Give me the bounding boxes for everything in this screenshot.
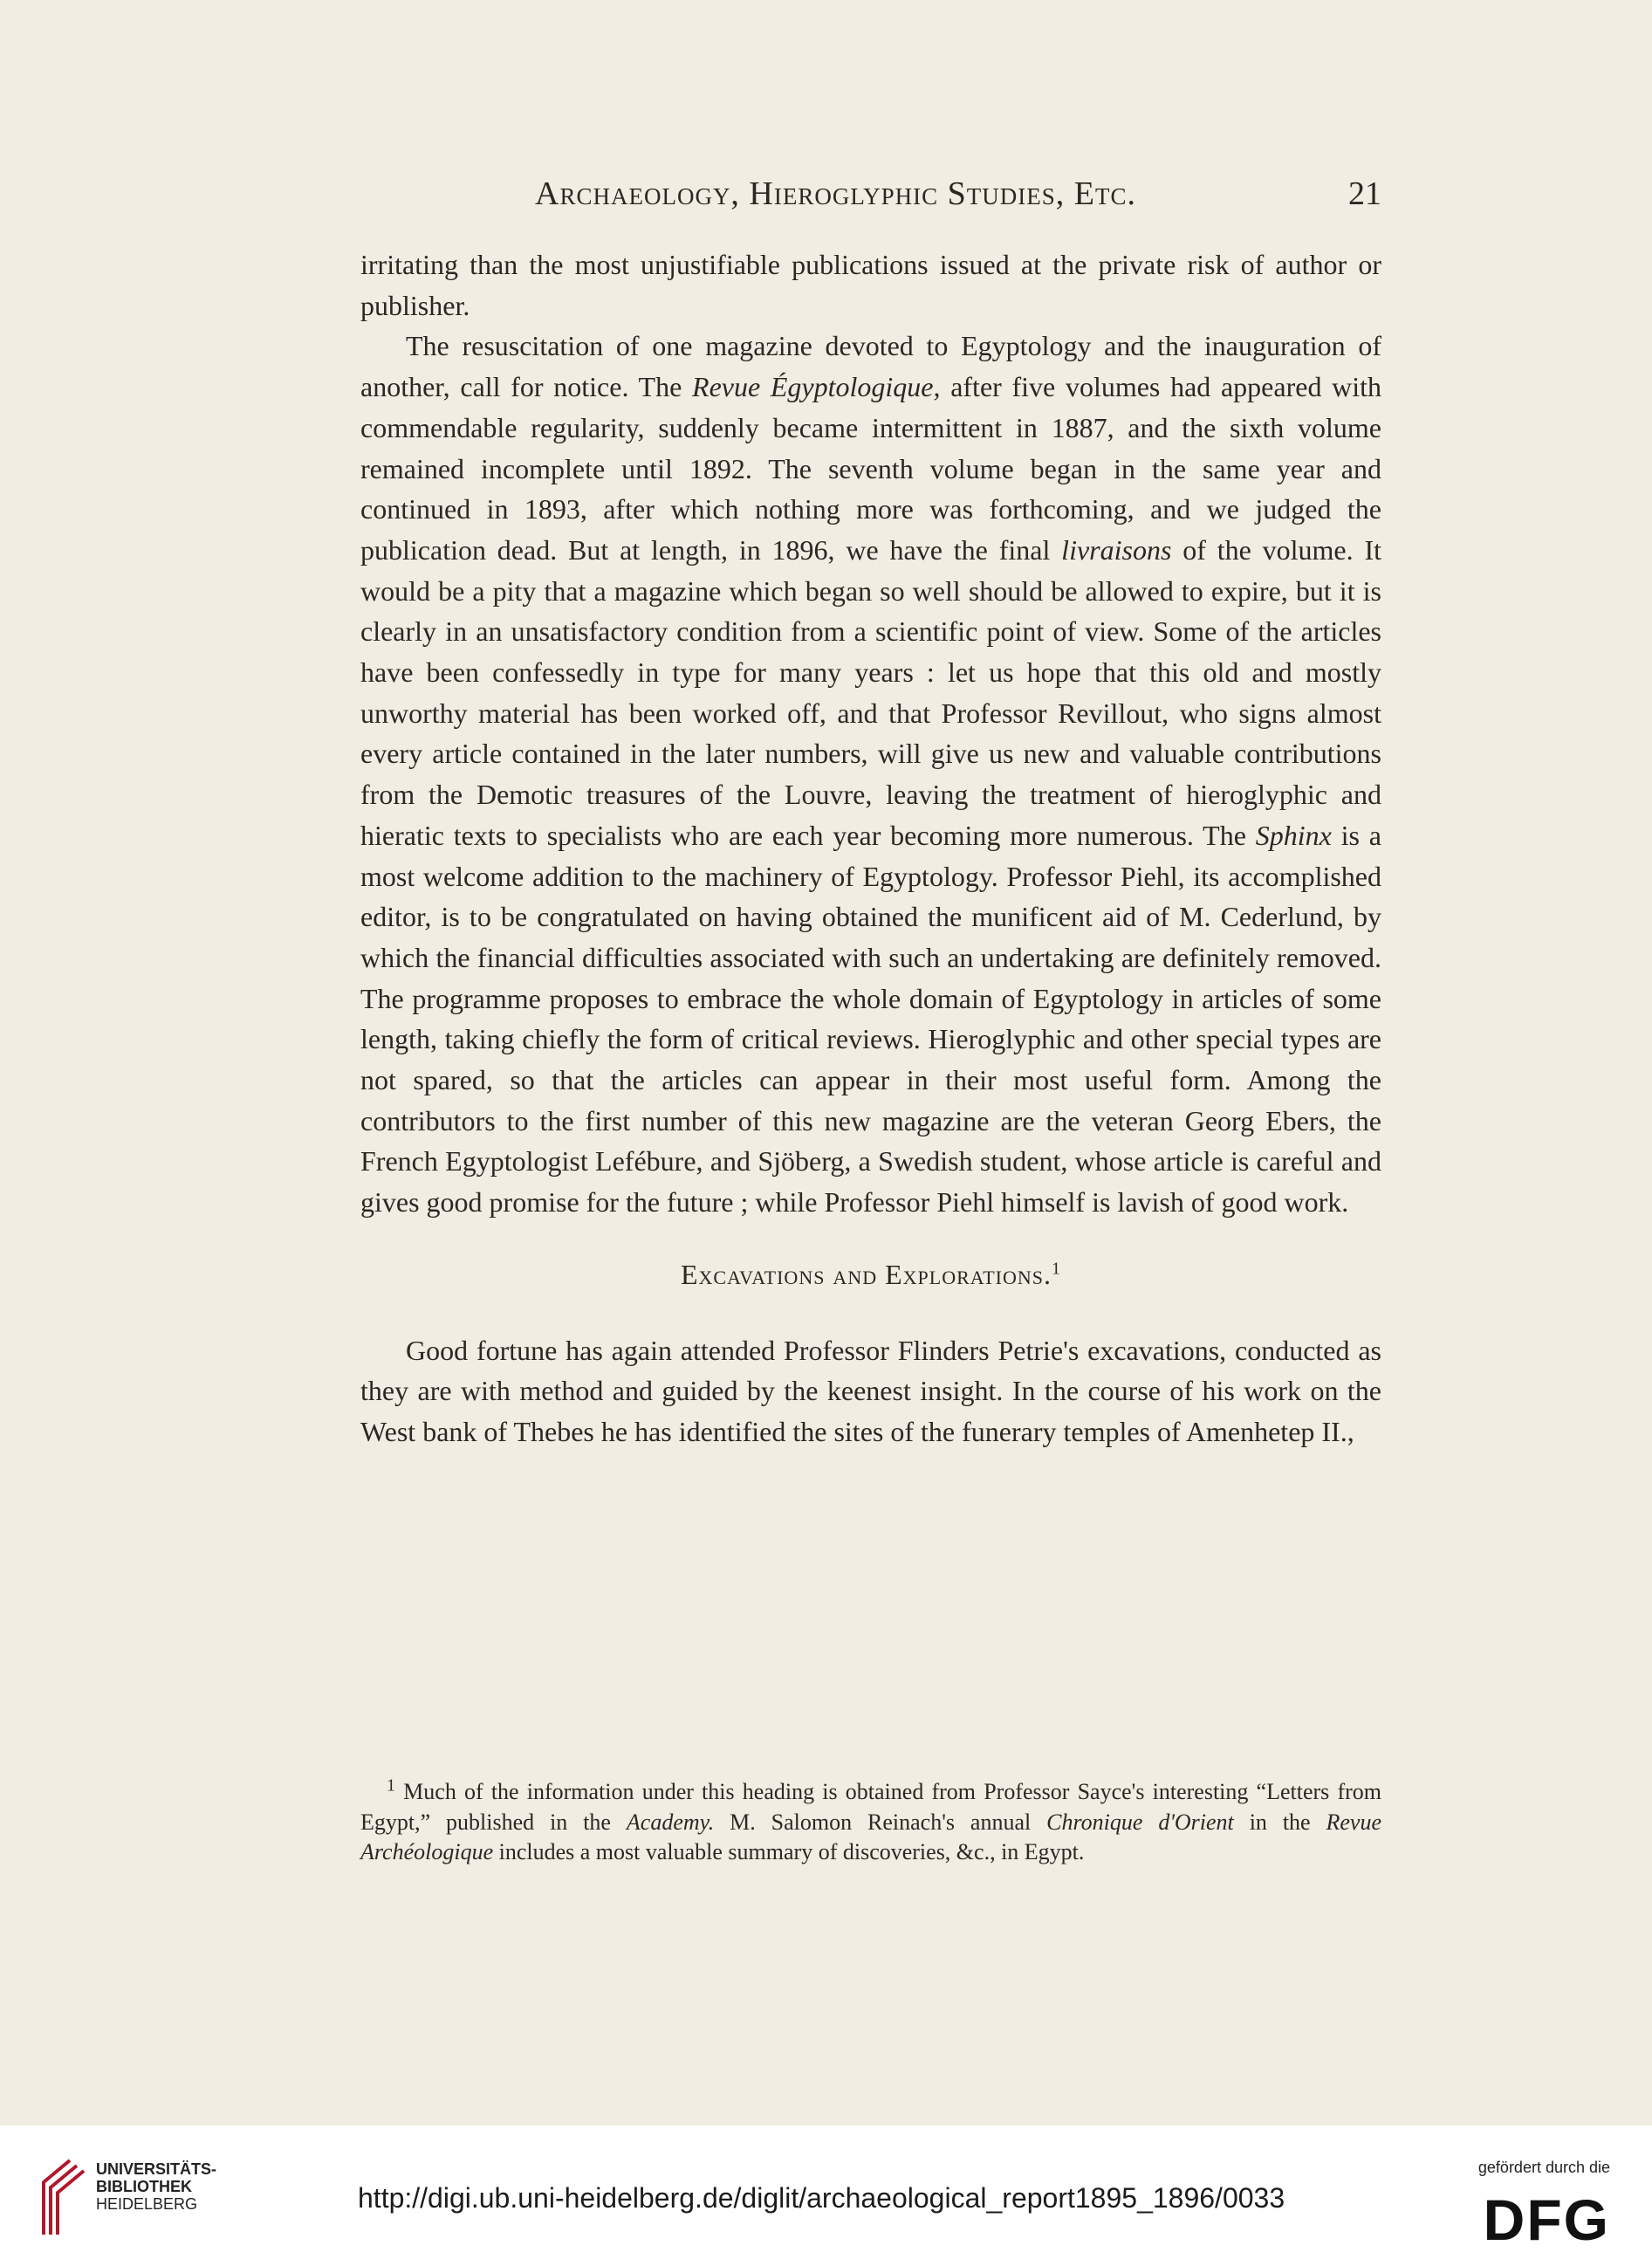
text-run: after five volumes had appeared with commendable regularity, suddenly became intermittent in 1887, and the sixth volume remained incomplete until 1892. The seventh volume began in the same year and continued in 1893, after which nothing more was forthcoming, and we judged the publication dead. But at length, in 1896, we have the final xyxy=(360,371,1382,566)
library-name-line: UNIVERSITÄTS- xyxy=(96,2160,217,2178)
footnote-reference: 1 xyxy=(1052,1259,1061,1279)
paragraph-1: irritating than the most unjustifiable publications issued at the private risk of author or publisher. xyxy=(360,249,1381,321)
text-run: M. Salomon Reinach's annual xyxy=(714,1809,1047,1835)
library-name-line: BIBLIOTHEK xyxy=(96,2178,192,2195)
body-text xyxy=(360,244,1381,1452)
page-number: 21 xyxy=(1348,175,1381,212)
text-run: Much of the information under this heading is obtained from Professor Sayce's interesting “Letters from Egypt,” published in the xyxy=(360,1779,1381,1835)
journal-title: Revue Égyptologique, xyxy=(692,371,941,403)
page-header xyxy=(360,175,1381,227)
text-run: includes a most valuable summary of discoveries, &c., in Egypt. xyxy=(493,1839,1085,1864)
running-head: Archaeology, Hieroglyphic Studies, Etc. xyxy=(535,175,1137,212)
dfg-logo: DFG xyxy=(1483,2187,1610,2252)
library-name xyxy=(96,2160,216,2213)
footnote-mark: 1 xyxy=(387,1775,395,1796)
footnotes xyxy=(360,1777,1381,1868)
journal-title: Revue Archéologique xyxy=(360,1809,1382,1864)
text-run: in the xyxy=(1233,1809,1326,1835)
library-name-line: HEIDELBERG xyxy=(96,2195,198,2213)
footnote-1 xyxy=(360,1777,1381,1868)
library-logo-icon xyxy=(35,2156,87,2239)
paragraph-3: Good fortune has again attended Professor Flinders Petrie's excavations, conducted as they are with method and guided by the keenest insight. In the course of his work on the West bank of Thebes he has identified the sites of the funerary temples of Amenhetep II., xyxy=(360,1334,1381,1447)
funding-label: gefördert durch die xyxy=(1477,2159,1610,2176)
section-heading-text: Excavations and Explorations. xyxy=(681,1258,1052,1290)
journal-title: Sphinx xyxy=(1255,819,1332,851)
journal-title: Chronique d'Orient xyxy=(1046,1809,1234,1835)
section-heading xyxy=(360,1254,1381,1295)
journal-title: Academy. xyxy=(626,1809,715,1835)
text-run: is a most welcome addition to the machinery of Egyptology. Professor Piehl, its accomplished editor, is to be congratulated on having obtained the munificent aid of M. Cederlund, by which the financial difficulties associated with such an undertaking are definitely removed. The programme proposes to embrace the whole domain of Egyptology in articles of some length, taking chiefly the form of critical reviews. Hieroglyphic and other special types are not spared, so that the articles can appear in their most useful form. Among the contributors to the first number of this new magazine are the veteran Georg Ebers, the French Egyptologist Lefébure, and Sjöberg, a Swedish student, whose article is careful and gives good promise for the future ; while Professor Piehl himself is lavish of good work. xyxy=(360,819,1382,1219)
text-run: of the volume. It would be a pity that a magazine which began so well should be allowed to expire, but it is clearly in an unsatisfactory condition from a scientific point of view. Some of the articles have been confessedly in type for many years : let us hope that this old and mostly unworthy material has been worked off, and that Professor Revillout, who signs almost every article contained in the later numbers, will give us new and valuable contributions from the Demotic treasures of the Louvre, leaving the treatment of hieroglyphic and hieratic texts to specialists who are each year becoming more numerous. The xyxy=(360,533,1382,851)
emphasis: livraisons xyxy=(1061,533,1172,566)
paragraph-2 xyxy=(360,326,1381,1222)
digitization-footer xyxy=(0,2125,1652,2266)
permalink-url[interactable]: http://digi.ub.uni-heidelberg.de/diglit/archaeological_report1895_1896/0033 xyxy=(358,2182,1285,2214)
text-run: The resuscitation of one magazine devoted to Egyptology and the inauguration of another, call for notice. The xyxy=(360,330,1381,403)
